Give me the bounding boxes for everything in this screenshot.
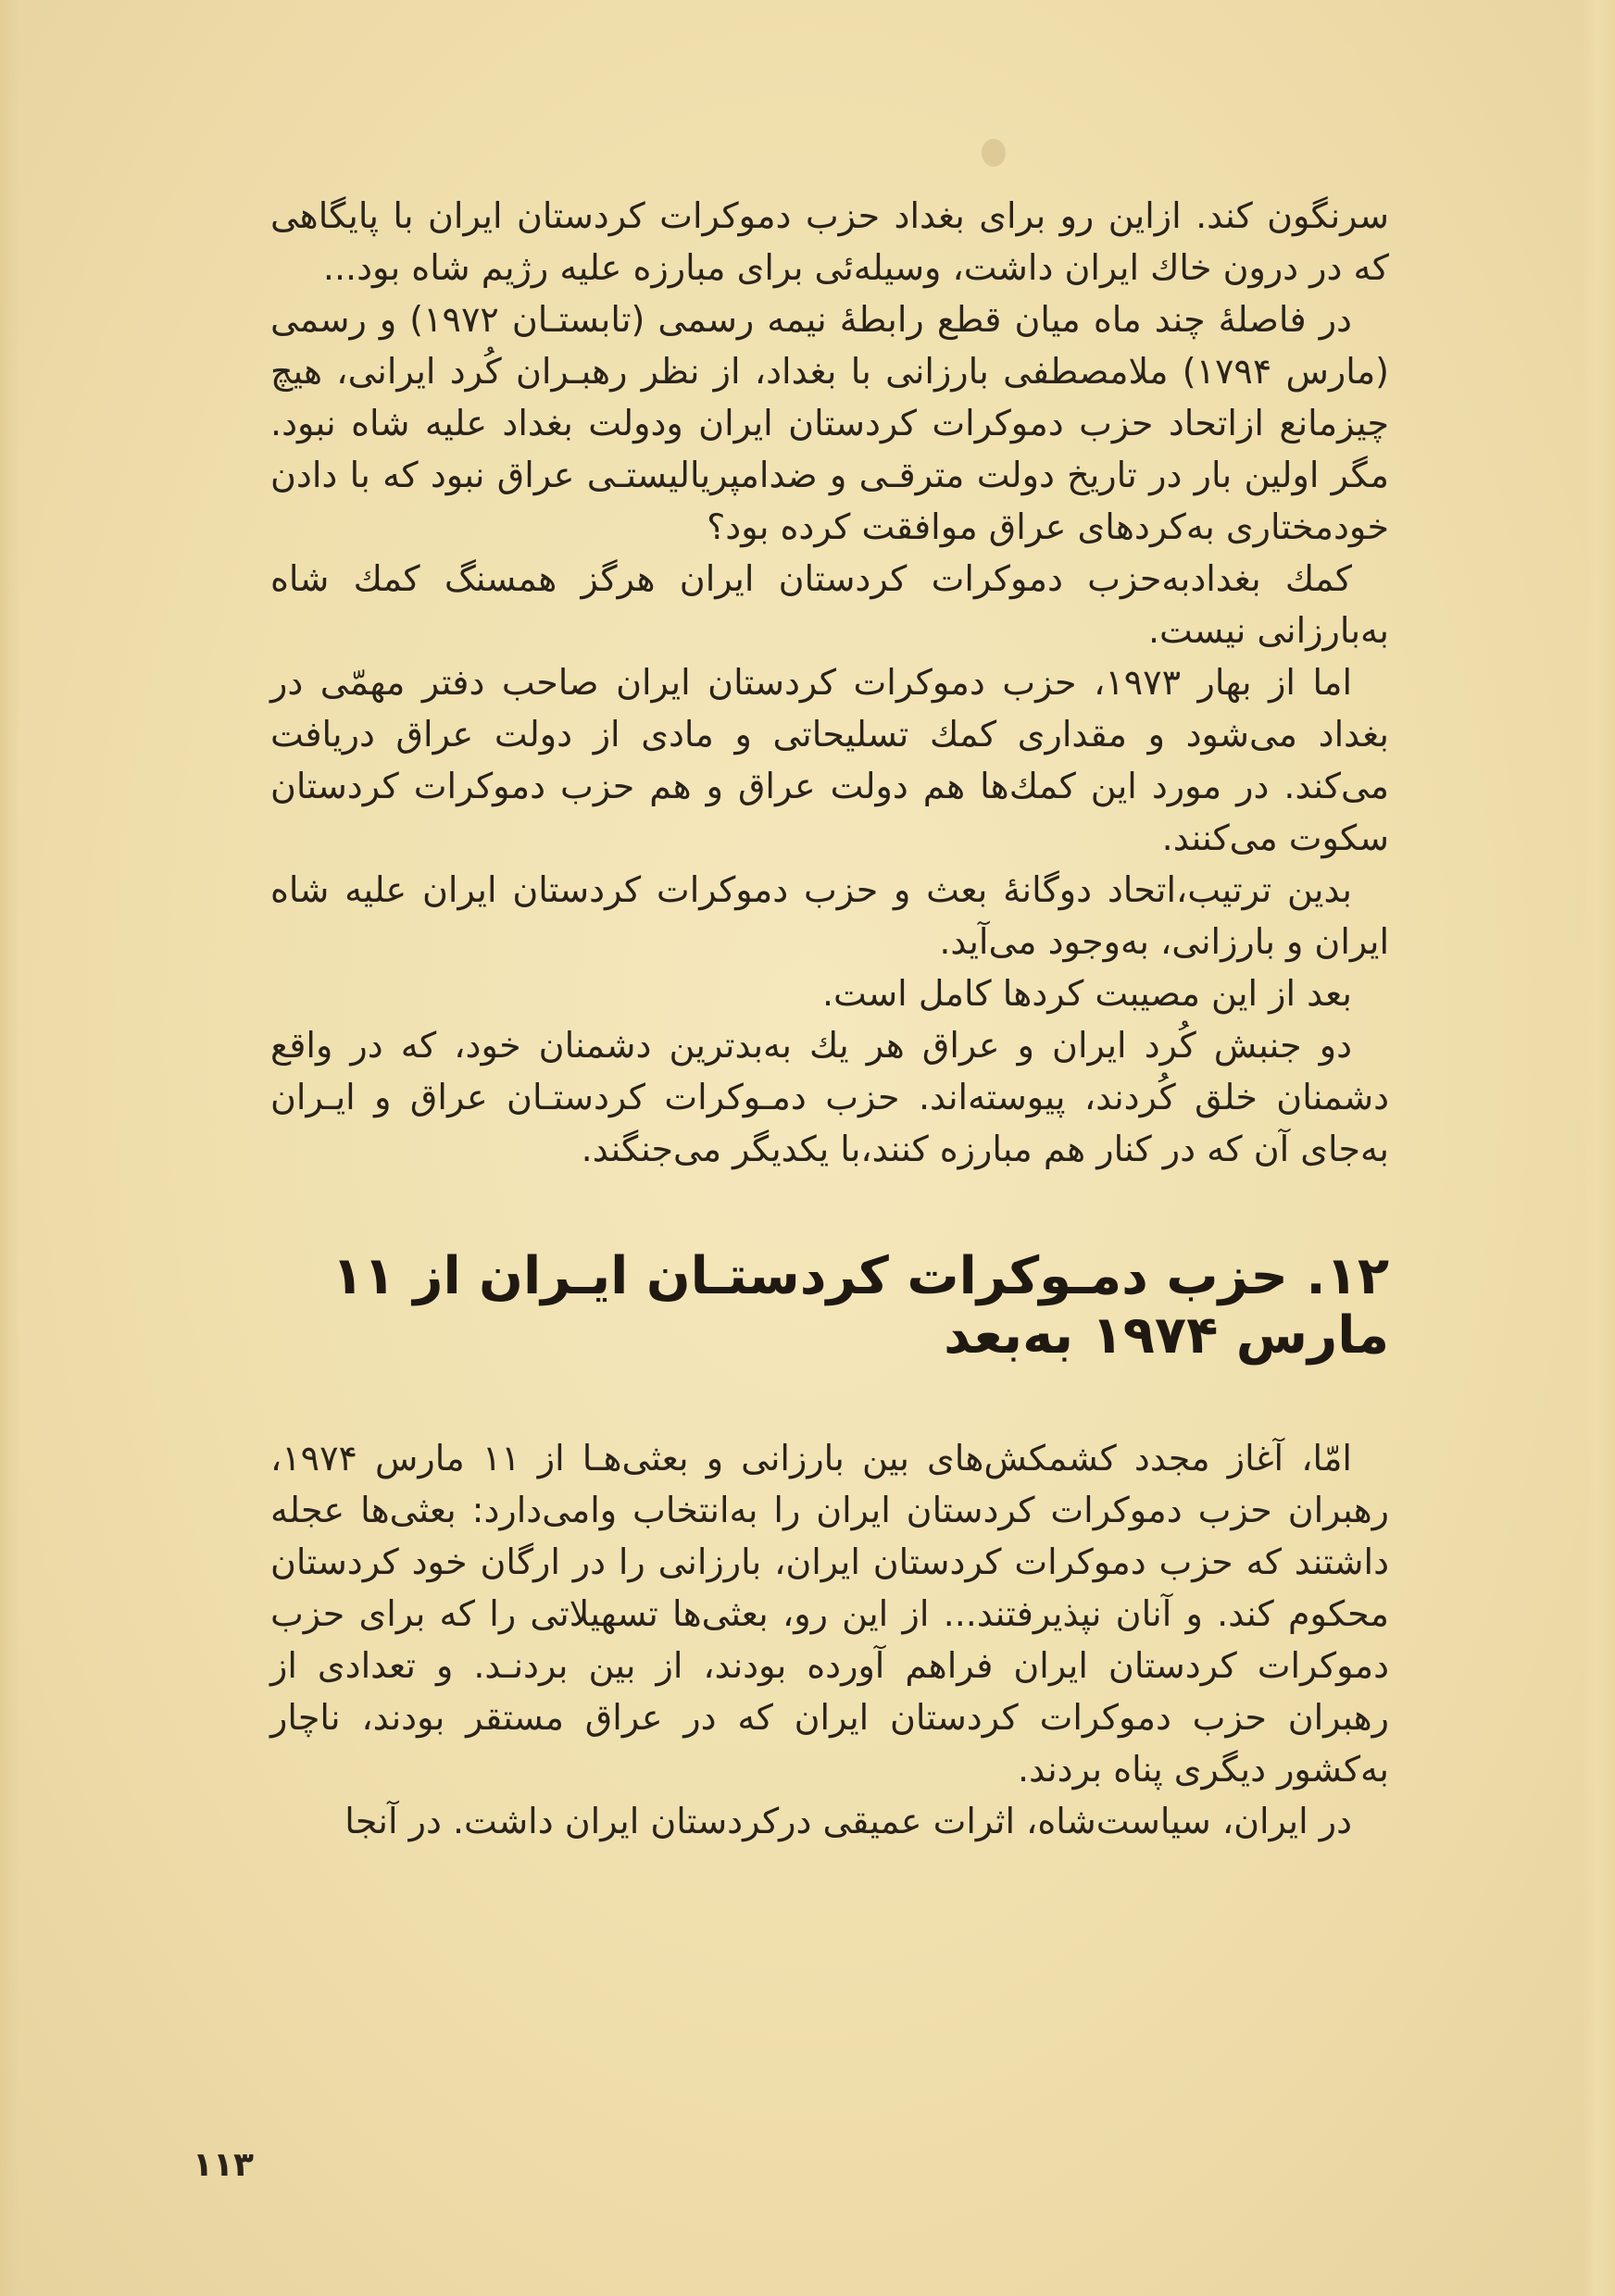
paragraph-1: سرنگون کند. ازاین رو برای بغداد حزب دموکرات کردستان ایران با پایگاهی که در درون خاك ایران داشت، وسیله‌ئی برای مبارزه علیه رژیم شاه بود... [270,195,1389,288]
paragraph-7: دو جنبش کُرد ایران و عراق هر یك به‌بدترین دشمنان خود، که در واقع دشمنان خلق کُردند، پیوسته‌اند. حزب دمـوکرات کردستـان عراق و ایـران به‌جای آن که در کنار هم مبارزه کنند،با یکدیگر می‌جنگند. [270,1025,1389,1169]
paragraph-9: در ایران، سیاست‌شاه، اثرات عمیقی درکردستان ایران داشت. در آنجا [344,1801,1352,1841]
page-edge-right [1584,0,1615,2296]
paragraph-4: اما از بهار ۱۹۷۳، حزب دموکرات کردستان ایران صاحب دفتر مهمّی در بغداد می‌شود و مقداری کمك تسلیحاتی و مادی از دولت عراق دریافت می‌کند. در مورد این کمك‌ها هم دولت عراق و هم حزب دموکرات کردستان سکوت می‌کنند. [270,662,1389,858]
body-text [270,190,1389,1847]
paragraph-6: بعد از این مصیبت کردها کامل است. [821,973,1352,1014]
paragraph-5: بدین ترتیب،اتحاد دوگانهٔ بعث و حزب دموکرات کردستان ایران علیه شاه ایران و بارزانی، به‌وجود می‌آید. [270,869,1389,962]
page-number: ۱۱۳ [193,2146,254,2184]
paper-stain [982,139,1006,167]
paragraph-3: کمك بغدادبه‌حزب دموکرات کردستان ایران هرگز همسنگ کمك شاه به‌بارزانی نیست. [270,558,1389,651]
paragraph-8: امّا، آغاز مجدد کشمکش‌های بین بارزانی و بعثی‌هـا از ۱۱ مارس ۱۹۷۴، رهبران حزب دموکرات کردستان ایران را به‌انتخاب وامی‌دارد: بعثی‌ها عجله داشتند که حزب دموکرات کردستان ایران، بارزانی را در ارگان خود کردستان محکوم کند. و آنان نپذیرفتند... از این رو، بعثی‌ها تسهیلاتی را که برای حزب دموکرات کردستان ایران فراهم آورده بودند، از بین بردنـد. و تعدادی از رهبران حزب دموکرات کردستان ایران که در عراق مستقر بودند، ناچار به‌کشور دیگری پناه بردند. [270,1438,1389,1790]
page-shadow-left [0,0,20,2296]
paragraph-2: در فاصلهٔ چند ماه میان قطع رابطهٔ نیمه رسمی (تابستـان ۱۹۷۲) و رسمی (مارس ۱۷۹۴) ملامصطفی بارزانی با بغداد، از نظر رهبـران کُرد ایرانی، هیچ چیزمانع ازاتحاد حزب دموکرات کردستان ایران ودولت بغداد علیه شاه نبود. مگر اولین بار در تاریخ دولت مترقـی و ضدامپریالیستـی عراق نبود که با دادن خودمختاری به‌کردهای عراق موافقت کرده بود؟ [270,299,1390,547]
section-heading: ۱۲. حزب دمـوکرات کردستـان ایـران از ۱۱ مارس ۱۹۷۴ به‌بعد [332,1246,1389,1366]
